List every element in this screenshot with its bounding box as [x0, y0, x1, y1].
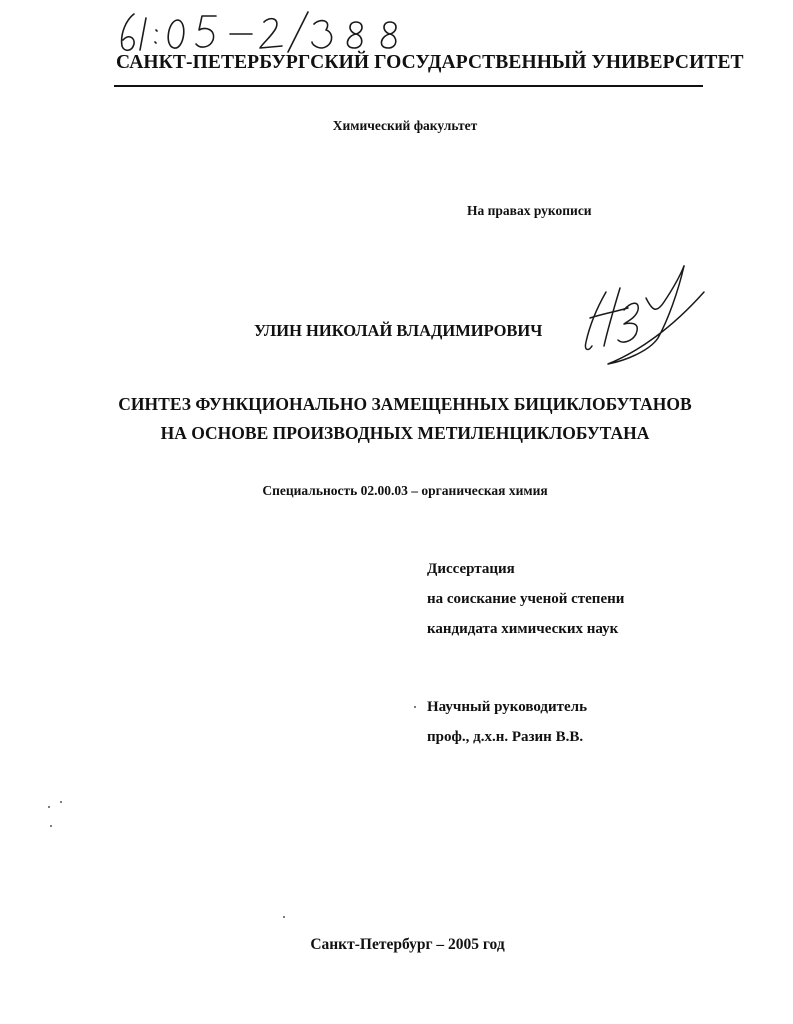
dissertation-line-1: Диссертация [427, 561, 515, 577]
header-divider [114, 85, 703, 87]
supervisor-block [427, 692, 587, 752]
digit-3 [312, 21, 332, 48]
scan-speck [414, 706, 416, 708]
title-line-1: СИНТЕЗ ФУНКЦИОНАЛЬНО ЗАМЕЩЕННЫХ БИЦИКЛОБУТАНОВ [118, 394, 692, 414]
dissertation-block [427, 554, 624, 644]
scan-speck [60, 801, 62, 803]
author-name: УЛИН НИКОЛАЙ ВЛАДИМИРОВИЧ [254, 321, 543, 340]
manuscript-rights-label: На правах рукописи [467, 203, 592, 218]
colon-mark [155, 30, 157, 43]
digit-0 [168, 20, 184, 48]
scan-speck [48, 806, 50, 808]
dissertation-title [90, 390, 720, 448]
digit-5 [196, 16, 216, 47]
scan-speck [283, 916, 285, 918]
digit-8a [347, 22, 362, 48]
digit-1 [140, 18, 146, 50]
author-signature [568, 262, 708, 367]
dissertation-line-3: кандидата химических наук [427, 621, 619, 637]
title-line-2: НА ОСНОВЕ ПРОИЗВОДНЫХ МЕТИЛЕНЦИКЛОБУТАНА [160, 423, 650, 443]
specialty-line: Специальность 02.00.03 – органическая химия [262, 483, 548, 498]
scan-speck [50, 825, 52, 827]
digit-2 [260, 19, 282, 48]
digit-8b [381, 22, 396, 48]
faculty-name: Химический факультет [332, 118, 478, 133]
supervisor-line-2: проф., д.х.н. Разин В.В. [427, 729, 584, 745]
city-year: Санкт-Петербург – 2005 год [310, 936, 505, 953]
slash [288, 12, 308, 52]
supervisor-line-1: Научный руководитель [427, 699, 587, 715]
digit-6 [122, 14, 134, 50]
handwritten-archive-code [112, 6, 422, 56]
archive-code-text: 61:05-2/388 [112, 6, 117, 7]
dissertation-line-2: на соискание ученой степени [427, 591, 625, 607]
university-name: САНКТ-ПЕТЕРБУРГСКИЙ ГОСУДАРСТВЕННЫЙ УНИВЕРСИТЕТ [116, 52, 744, 73]
